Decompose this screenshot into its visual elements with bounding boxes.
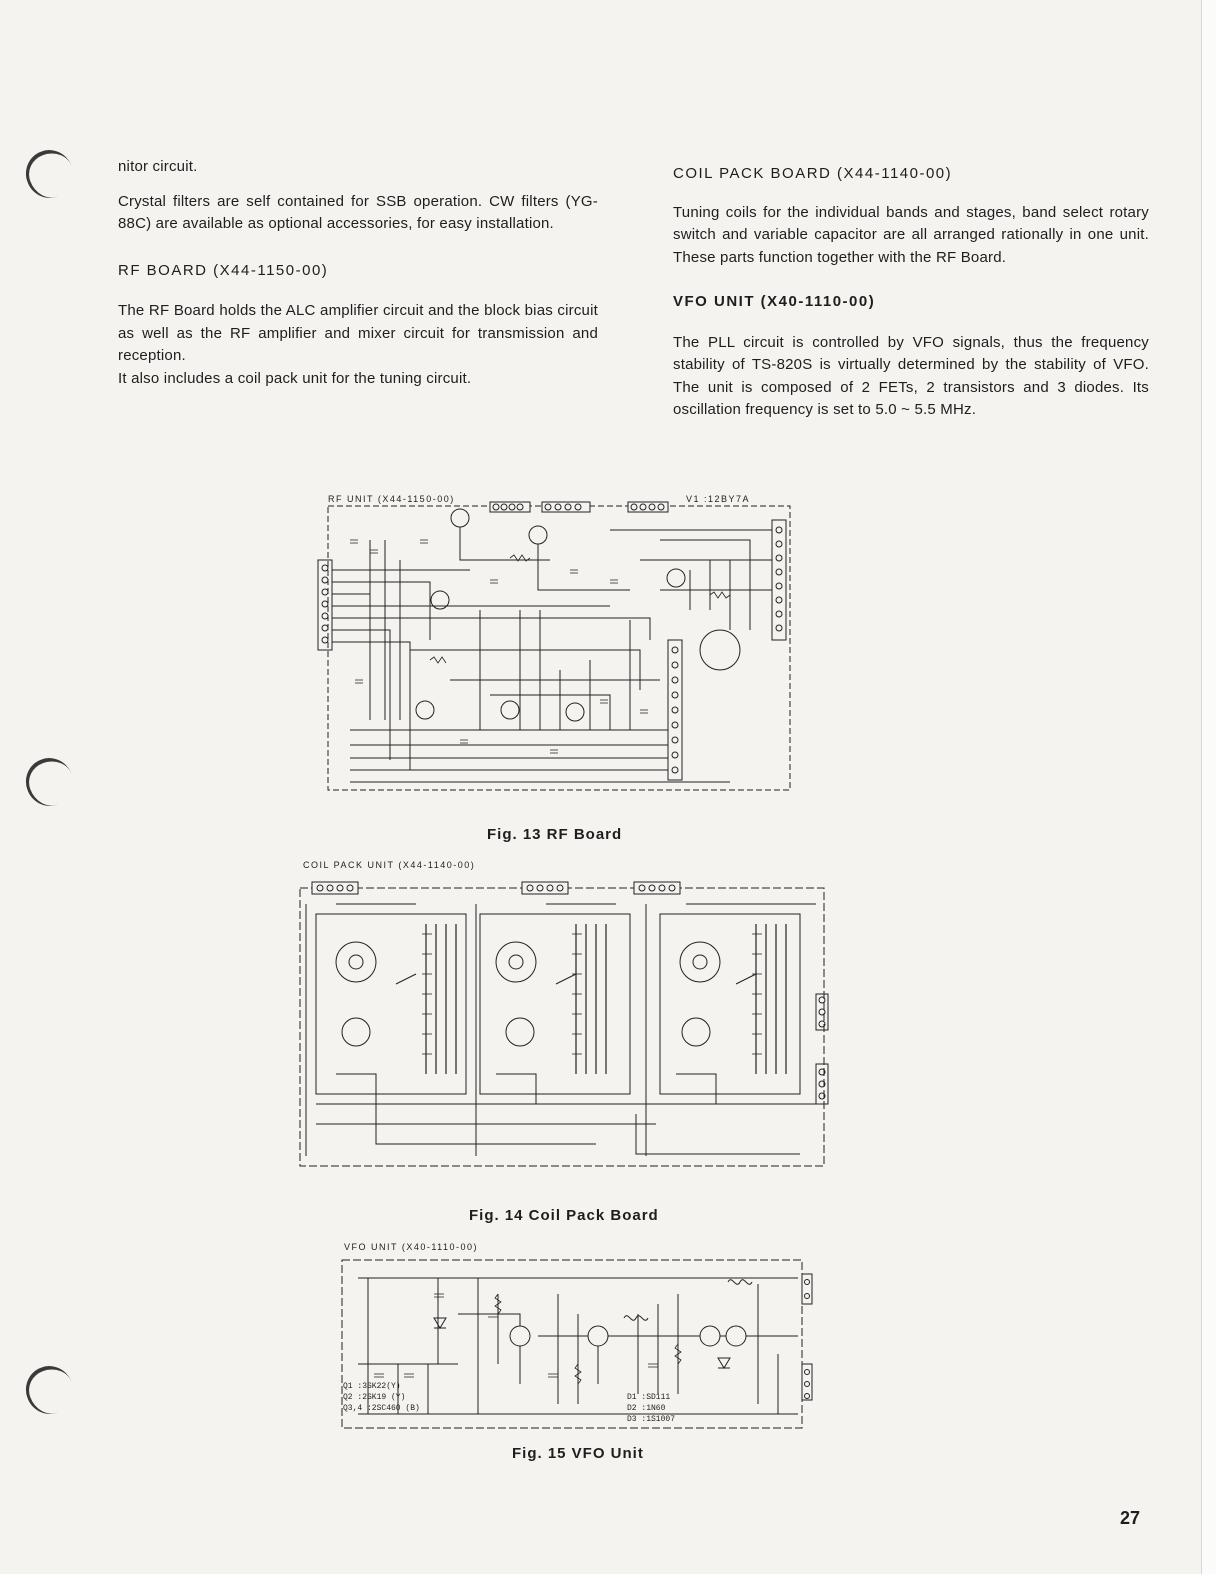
figure-caption-13: Fig. 13 RF Board: [487, 826, 623, 843]
binder-hole: [19, 143, 80, 204]
parts-list-item: Q2 :2SK19 (Y): [343, 1393, 406, 1402]
parts-list-item: Q1 :3SK22(Y): [343, 1382, 401, 1391]
section-heading-coil: COIL PACK BOARD (X44-1140-00): [673, 165, 953, 182]
parts-list-item: D2 :1N60: [627, 1404, 666, 1413]
binder-hole: [19, 1359, 80, 1420]
parts-list-item: D1 :SD111: [627, 1393, 671, 1402]
figure-caption-15: Fig. 15 VFO Unit: [512, 1445, 644, 1462]
vfo-unit-label: VFO UNIT (X40-1110-00): [344, 1242, 479, 1252]
paragraph: Tuning coils for the individual bands and stages, band select rotary switch and variable capacitor are all arranged rationally in one unit. These parts function together with the RF Board.: [673, 203, 1149, 266]
paragraph: Crystal filters are self contained for SSB operation. CW filters (YG-88C) are available as optional accessories, for easy installation.: [118, 192, 598, 232]
paragraph: It also includes a coil pack unit for the tuning circuit.: [118, 369, 472, 387]
parts-list-item: D3 :1S1007: [627, 1415, 676, 1424]
figure-caption-14: Fig. 14 Coil Pack Board: [469, 1207, 659, 1224]
section-heading-vfo: VFO UNIT (X40-1110-00): [673, 293, 876, 310]
section-heading-rf: RF BOARD (X44-1150-00): [118, 261, 329, 279]
parts-list-item: Q3,4 :2SC460 (B): [343, 1404, 420, 1413]
vfo-parts-list-diodes: [627, 1392, 675, 1425]
paragraph: nitor circuit.: [118, 158, 198, 175]
binder-hole: [19, 751, 80, 812]
left-column: [118, 156, 598, 390]
paragraph: The RF Board holds the ALC amplifier circuit and the block bias circuit as well as the RF amplifier and mixer circuit for transmission and reception.: [118, 302, 598, 364]
vfo-parts-list-transistors: [343, 1381, 420, 1414]
page-number: 27: [1120, 1508, 1141, 1528]
paragraph: The PLL circuit is controlled by VFO signals, thus the frequency stability of TS-820S is virtually determined by the stability of VFO. The unit is composed of 2 FETs, 2 transistors and 3 diodes. Its oscillation frequency is set to 5.0 ~ 5.5 MHz.: [673, 333, 1149, 418]
rf-unit-label: RF UNIT (X44-1150-00): [328, 494, 455, 504]
right-column: [673, 163, 1149, 422]
rf-board-schematic: [310, 500, 810, 800]
tube-label: V1 :12BY7A: [686, 494, 751, 504]
page-edge: [1201, 0, 1216, 1574]
coil-pack-schematic: [296, 874, 832, 1170]
coil-unit-label: COIL PACK UNIT (X44-1140-00): [303, 860, 476, 870]
